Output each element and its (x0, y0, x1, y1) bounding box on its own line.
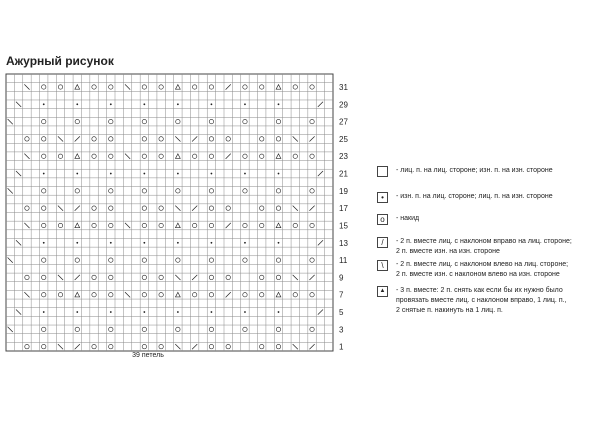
purl-mark (244, 242, 246, 244)
row-number-label: 29 (339, 100, 348, 110)
row-number-label: 31 (339, 82, 348, 92)
row-number-label: 1 (339, 342, 344, 352)
purl-mark (143, 103, 145, 105)
row-number-label: 19 (339, 186, 348, 196)
purl-mark (211, 103, 213, 105)
legend-text: - изн. п. на лиц. стороне; лиц. п. на изн. стороне (396, 193, 553, 200)
row-number-label: 13 (339, 238, 348, 248)
chart-title: Ажурный рисунок (6, 54, 114, 68)
purl-mark (278, 173, 280, 175)
purl-mark (43, 173, 45, 175)
purl-mark (278, 103, 280, 105)
purl-mark (211, 242, 213, 244)
row-number-label: 17 (339, 204, 348, 214)
purl-mark (244, 103, 246, 105)
purl-mark (143, 173, 145, 175)
purl-mark (110, 311, 112, 313)
legend-text: - 2 п. вместе лиц. с наклоном вправо на лиц. стороне; 2 п. вместе изн. на изн. стороне (396, 238, 572, 255)
purl-mark (76, 103, 78, 105)
purl-mark (76, 311, 78, 313)
purl-mark (110, 242, 112, 244)
purl-mark (177, 242, 179, 244)
row-number-label: 3 (339, 325, 344, 335)
legend-text: - накид (396, 215, 420, 222)
circle-icon: o (377, 214, 388, 225)
purl-mark (244, 311, 246, 313)
purl-mark (76, 173, 78, 175)
row-number-label: 5 (339, 308, 344, 318)
legend-text: - 3 п. вместе: 2 п. снять как если бы их нужно было провязать вместе лиц. с наклоном вправо, 1 лиц. п., 2 снятые п. накинуть на 1 лиц. п. (396, 287, 567, 314)
purl-mark (211, 311, 213, 313)
purl-mark (110, 173, 112, 175)
row-number-label: 9 (339, 273, 344, 283)
purl-mark (211, 173, 213, 175)
purl-mark (43, 311, 45, 313)
stitch-count-label: 39 петель (132, 352, 164, 359)
triangle-icon: ▲ (377, 286, 388, 297)
purl-mark (76, 242, 78, 244)
purl-mark (143, 311, 145, 313)
row-number-label: 21 (339, 169, 348, 179)
row-number-label: 25 (339, 134, 348, 144)
purl-mark (177, 311, 179, 313)
row-number-label: 15 (339, 221, 348, 231)
purl-mark (110, 103, 112, 105)
purl-mark (43, 242, 45, 244)
legend-text: - лиц. п. на лиц. стороне; изн. п. на изн. стороне (396, 167, 553, 174)
legend-text: - 2 п. вместе лиц. с наклоном влево на лиц. стороне; 2 п. вместе изн. с наклоном влево на изн. стороне (396, 261, 569, 278)
row-number-label: 7 (339, 290, 344, 300)
purl-mark (244, 173, 246, 175)
slash-left-icon: \ (377, 260, 388, 271)
row-number-label: 11 (339, 256, 348, 266)
purl-mark (143, 242, 145, 244)
dot-icon: • (377, 192, 388, 203)
row-number-label: 23 (339, 152, 348, 162)
purl-mark (177, 173, 179, 175)
row-number-label: 27 (339, 117, 348, 127)
purl-mark (177, 103, 179, 105)
purl-mark (278, 311, 280, 313)
purl-mark (278, 242, 280, 244)
slash-right-icon: / (377, 237, 388, 248)
empty-square-icon (377, 166, 388, 177)
purl-mark (43, 103, 45, 105)
